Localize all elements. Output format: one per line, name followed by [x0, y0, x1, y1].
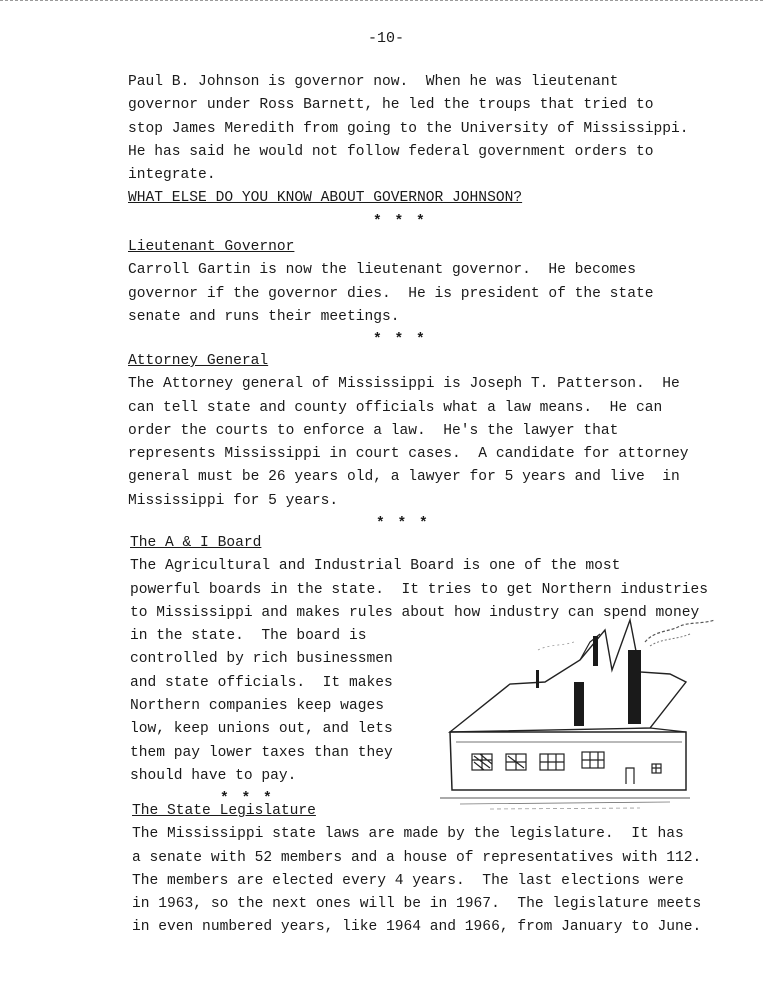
lieutenant-governor-section: [128, 236, 653, 351]
text-line: governor under Ross Barnett, he led the troups that tried to: [128, 97, 654, 114]
text-line: represents Mississippi in court cases. A candidate for attorney: [128, 446, 689, 463]
factory-drawing: [440, 612, 730, 822]
section-heading: Lieutenant Governor: [128, 239, 295, 255]
text-line: in the state. The board is: [130, 628, 367, 645]
text-line: them pay lower taxes than they: [130, 744, 393, 761]
page-number: -10-: [368, 30, 405, 47]
text-line: The members are elected every 4 years. The last elections were: [132, 872, 684, 889]
text-line: Paul B. Johnson is governor now. When he was lieutenant: [128, 74, 619, 90]
text-line: The Mississippi state laws are made by the legislature. It has: [132, 826, 684, 843]
text-line: and state officials. It makes: [130, 674, 393, 691]
text-line: general must be 26 years old, a lawyer for 5 years and live in: [128, 469, 680, 486]
text-line: Northern companies keep wages: [130, 698, 384, 715]
text-line: integrate.: [128, 167, 216, 184]
text-line: He has said he would not follow federal government orders to: [128, 143, 654, 160]
text-line: should have to pay.: [130, 767, 297, 784]
text-line: Mississippi for 5 years.: [128, 492, 339, 509]
attorney-general-section: [128, 350, 689, 535]
text-line: to Mississippi and makes rules about how industry can spend money: [130, 604, 700, 621]
section-heading: The A & I Board: [130, 535, 262, 551]
text-line: in 1963, so the next ones will be in 1967. The legislature meets: [132, 896, 702, 913]
text-line: in even numbered years, like 1964 and 1966, from January to June.: [132, 919, 702, 936]
text-line: powerful boards in the state. It tries to get Northern industries: [130, 581, 709, 598]
section-heading: Attorney General: [128, 353, 269, 369]
page-top-edge: [0, 0, 763, 3]
section-separator: * * *: [376, 516, 430, 533]
factory-illustration: [440, 612, 730, 827]
text-line: The Attorney general of Mississippi is Joseph T. Patterson. He: [128, 376, 680, 393]
text-line: low, keep unions out, and lets: [130, 721, 393, 738]
text-line: Carroll Gartin is now the lieutenant governor. He becomes: [128, 262, 636, 279]
section-separator: * * *: [220, 791, 274, 808]
text-line: can tell state and county officials what a law means. He can: [128, 399, 663, 416]
section-heading: The State Legislature: [132, 803, 316, 819]
discussion-question: WHAT ELSE DO YOU KNOW ABOUT GOVERNOR JOHNSON?: [128, 190, 523, 207]
text-line: governor if the governor dies. He is president of the state: [128, 285, 654, 302]
text-line: order the courts to enforce a law. He's the lawyer that: [128, 422, 619, 439]
text-line: controlled by rich businessmen: [130, 651, 393, 668]
text-line: a senate with 52 members and a house of representatives with 112.: [132, 849, 702, 866]
intro-section: [128, 71, 689, 233]
text-line: stop James Meredith from going to the University of Mississippi.: [128, 120, 689, 137]
section-separator: * * *: [373, 213, 427, 230]
text-line: The Agricultural and Industrial Board is one of the most: [130, 558, 621, 575]
text-line: senate and runs their meetings.: [128, 308, 400, 325]
section-separator: * * *: [373, 332, 427, 349]
